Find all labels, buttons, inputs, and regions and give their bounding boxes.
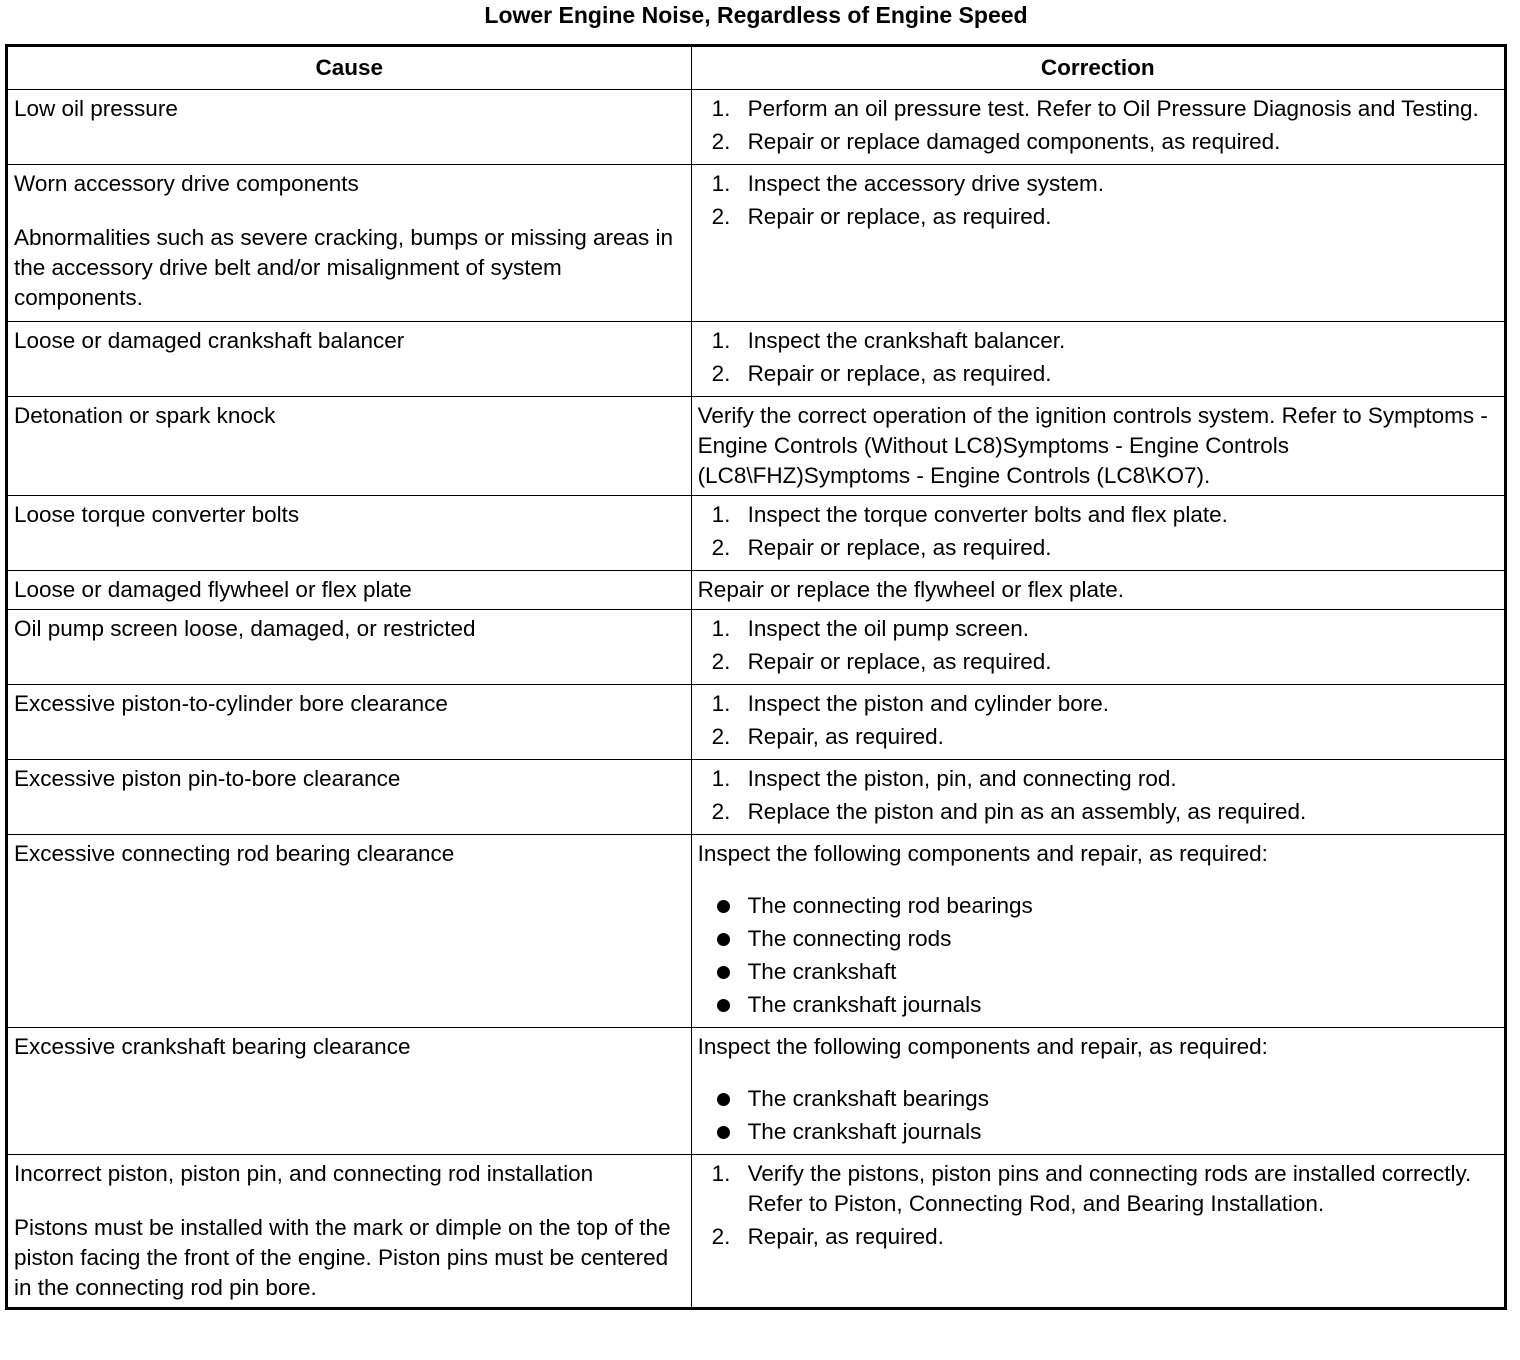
correction-cell [691,760,1505,835]
correction-step: 1. Inspect the piston, pin, and connecting rod. [711,766,1177,791]
cause-cell [7,835,692,1028]
correction-steps [698,169,1498,232]
correction-cell [691,1155,1505,1309]
table-header-row [7,46,1506,90]
cause-text: Excessive crankshaft bearing clearance [14,1034,411,1059]
cause-text: Excessive connecting rod bearing clearance [14,841,455,866]
table-row [7,1155,1506,1309]
cause-cell [7,90,692,165]
correction-steps [698,94,1498,157]
correction-step: 1. Verify the pistons, piston pins and connecting rods are installed correctly. Refer to Piston, Connecting Rod, and Bearing Installation. [711,1161,1472,1216]
component-item: The connecting rod bearings [748,891,1498,921]
table-row [7,610,1506,685]
correction-cell [691,90,1505,165]
cause-text: Worn accessory drive components [14,171,359,196]
cause-cell [7,760,692,835]
correction-steps [698,689,1498,752]
component-item: The connecting rods [748,924,1498,954]
cause-text: Detonation or spark knock [14,403,276,428]
correction-steps [698,614,1498,677]
correction-step: 1. Inspect the piston and cylinder bore. [711,691,1110,716]
correction-cell [691,835,1505,1028]
correction-cell [691,610,1505,685]
cause-text: Low oil pressure [14,96,178,121]
correction-cell [691,397,1505,496]
table-row [7,397,1506,496]
table-row [7,685,1506,760]
correction-step: 2. Repair or replace, as required. [711,649,1052,674]
cause-text: Excessive piston pin-to-bore clearance [14,766,401,791]
correction-cell [691,685,1505,760]
correction-column-header: Correction [691,46,1505,90]
correction-steps [698,1159,1498,1252]
cause-text: Incorrect piston, piston pin, and connecting rod installation [14,1161,594,1186]
cause-note: Pistons must be installed with the mark or dimple on the top of the piston facing the front of the engine. Piston pins must be centered in the connecting rod pin bore. [14,1215,671,1300]
cause-cell [7,397,692,496]
cause-cell [7,1155,692,1309]
table-row [7,1028,1506,1155]
cause-column-header: Cause [7,46,692,90]
component-list [698,1084,1498,1147]
cause-note: Abnormalities such as severe cracking, bumps or missing areas in the accessory drive belt and/or misalignment of system components. [14,225,674,310]
correction-text: Verify the correct operation of the ignition controls system. Refer to Symptoms - Engine Controls (Without LC8)Symptoms - Engine Controls (LC8\FHZ)Symptoms - Engine Controls (LC8\KO7). [697,403,1488,488]
correction-cell [691,571,1505,610]
table-row [7,571,1506,610]
correction-step: 2. Repair or replace, as required. [711,361,1052,386]
correction-cell [691,496,1505,571]
correction-step: 2. Repair, as required. [711,724,944,749]
table-row [7,835,1506,1028]
correction-step: 2. Repair or replace, as required. [711,535,1052,560]
table-row [7,496,1506,571]
component-item: The crankshaft bearings [748,1084,1498,1114]
correction-step: 1. Inspect the accessory drive system. [711,171,1104,196]
correction-steps [698,500,1498,563]
cause-cell [7,322,692,397]
correction-text: Repair or replace the flywheel or flex plate. [697,577,1125,602]
correction-step: 1. Inspect the oil pump screen. [711,616,1029,641]
component-list [698,891,1498,1020]
cause-text: Excessive piston-to-cylinder bore clearance [14,691,448,716]
cause-text: Loose or damaged flywheel or flex plate [14,577,412,602]
table-row [7,90,1506,165]
correction-cell [691,165,1505,322]
correction-step: 2. Repair or replace, as required. [711,204,1052,229]
cause-text: Oil pump screen loose, damaged, or restricted [14,616,476,641]
page-title: Lower Engine Noise, Regardless of Engine Speed [484,2,1028,28]
correction-cell [691,322,1505,397]
cause-cell [7,1028,692,1155]
cause-cell [7,496,692,571]
correction-step: 1. Perform an oil pressure test. Refer to Oil Pressure Diagnosis and Testing. [711,96,1479,121]
correction-step: 2. Replace the piston and pin as an assembly, as required. [711,799,1307,824]
component-item: The crankshaft journals [748,1117,1498,1147]
component-item: The crankshaft journals [748,990,1498,1020]
component-item: The crankshaft [748,957,1498,987]
cause-cell [7,571,692,610]
correction-step: 2. Repair or replace damaged components, as required. [711,129,1281,154]
correction-text: Inspect the following components and repair, as required: [697,1034,1268,1059]
diagnosis-table [5,44,1507,1310]
correction-step: 1. Inspect the crankshaft balancer. [711,328,1066,353]
table-row [7,165,1506,322]
cause-cell [7,685,692,760]
table-row [7,322,1506,397]
correction-text: Inspect the following components and repair, as required: [697,841,1268,866]
correction-steps [698,326,1498,389]
cause-text: Loose torque converter bolts [14,502,300,527]
cause-cell [7,610,692,685]
correction-step: 1. Inspect the torque converter bolts and flex plate. [711,502,1228,527]
correction-step: 2. Repair, as required. [711,1224,944,1249]
cause-cell [7,165,692,322]
correction-steps [698,764,1498,827]
correction-cell [691,1028,1505,1155]
table-row [7,760,1506,835]
cause-text: Loose or damaged crankshaft balancer [14,328,405,353]
